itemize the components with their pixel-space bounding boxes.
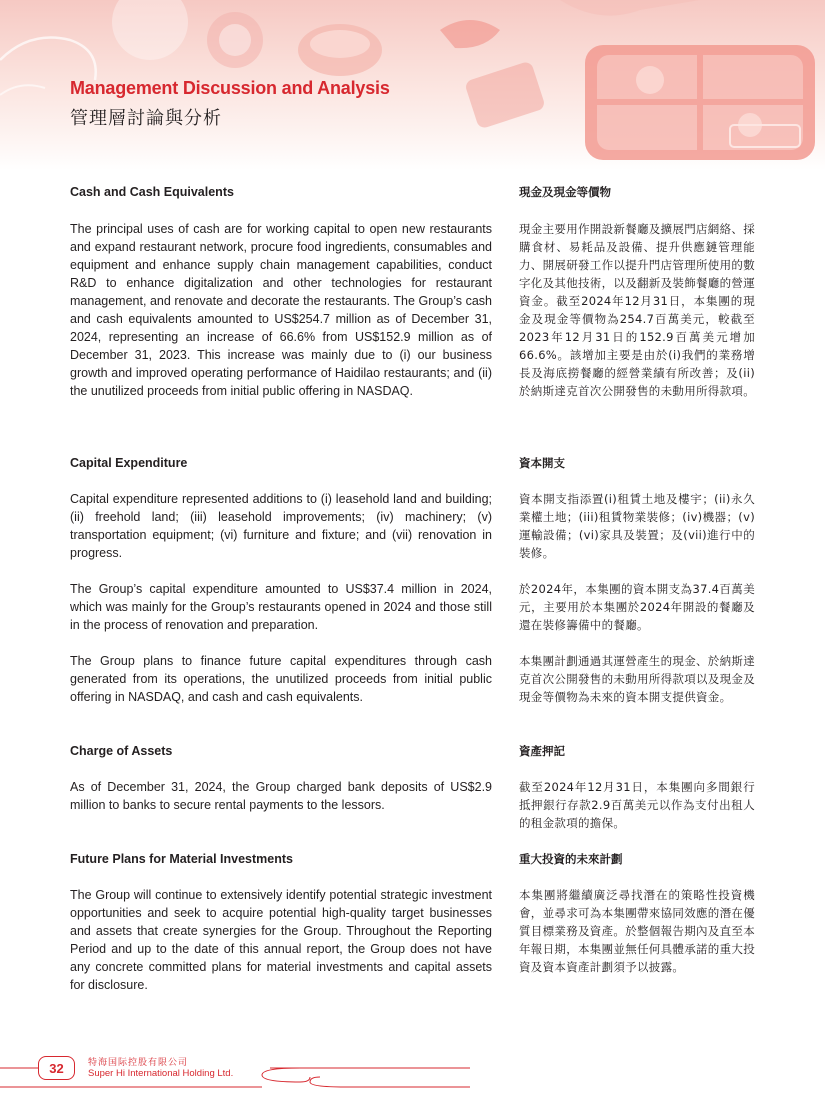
paragraph-charge-zh: 截至2024年12月31日，本集團向多間銀行抵押銀行存款2.9百萬美元以作為支付出租人的租金款項的擔保。 — [519, 780, 755, 830]
paragraph-future-zh: 本集團將繼續廣泛尋找潛在的策略性投資機會，並尋求可為本集團帶來協同效應的潛在優質目標業務及資產。於整個報告期內及直至本年報日期，本集團並無任何具體承諾的重大投資及資本資產計劃須予以披露。 — [519, 888, 755, 974]
paragraph-capex-3-zh: 本集團計劃通過其運營產生的現金、於納斯達克首次公開發售的未動用所得款項以及現金及現金等價物為未來的資本開支提供資金。 — [519, 654, 755, 704]
heading-cash-zh: 現金及現金等價物 — [519, 185, 611, 199]
page-number: 32 — [38, 1056, 75, 1080]
page-title-zh: 管理層討論與分析 — [70, 108, 222, 129]
company-name-zh: 特海国际控股有限公司 — [88, 1058, 189, 1068]
paragraph-cash-zh: 現金主要用作開設新餐廳及擴展門店網絡、採購食材、易耗品及設備、提升供應鏈管理能力、開展研發工作以提升門店管理所使用的數字化及其他技術，以及翻新及裝飾餐廳的營運資金。截至2024年12月31日，本集團的現金及現金等價物為254.7百萬美元，較截至2023年12月31日的152.9百萬美元增加66.6%。該增加主要是由於(i)我們的業務增長及海底撈餐廳的經營業績有所改善；及(ii)於納斯達克首次公開發售的未動用所得款項。 — [519, 222, 755, 398]
heading-future-zh: 重大投資的未來計劃 — [519, 852, 623, 866]
paragraph-capex-1-en: Capital expenditure represented additions to (i) leasehold land and building; (ii) freehold land; (iii) leasehold improvements; (iv) machinery; (v) transportation equipment; (vi) furniture and fixture; and (vii) renovation in progress. — [70, 492, 492, 560]
paragraph-future-en: The Group will continue to extensively identify potential strategic investment opportunities and seek to acquire potential high-quality target businesses and assets that create synergies for the Group. Throughout the Reporting Period and up to the date of this annual report, the Group does not have any concrete committed plans for material investments and capital assets for disclosure. — [70, 888, 492, 992]
heading-future-en: Future Plans for Material Investments — [70, 852, 293, 866]
company-name-en: Super Hi International Holding Ltd. — [88, 1068, 234, 1079]
paragraph-capex-3-en: The Group plans to finance future capital expenditures through cash generated from its operations, the unutilized proceeds from initial public offering in NASDAQ, and cash and cash equivalents. — [70, 654, 492, 704]
paragraph-capex-2-en: The Group’s capital expenditure amounted to US$37.4 million in 2024, which was mainly for the Group’s restaurants opened in 2024 and those still in the process of renovation and preparation. — [70, 582, 492, 632]
heading-charge-en: Charge of Assets — [70, 744, 173, 758]
paragraph-cash-en: The principal uses of cash are for working capital to open new restaurants and expand restaurant network, procure food ingredients, consumables and equipment and enhance supply chain management capabilities, conduct R&D to enhance digitalization and other technologies for restaurant management, and renovate and decorate the restaurants. The Group’s cash and cash equivalents amounted to US$254.7 million as of December 31, 2024, representing an increase of 66.6% from US$152.9 million as of December 31, 2023. This increase was mainly due to (i) our business growth and improved operating performance of Haidilao restaurants; and (ii) the unutilized proceeds from initial public offering in NASDAQ. — [70, 222, 492, 398]
heading-charge-zh: 資產押記 — [519, 744, 565, 758]
paragraph-capex-2-zh: 於2024年，本集團的資本開支為37.4百萬美元，主要用於本集團於2024年開設的餐廳及還在裝修籌備中的餐廳。 — [519, 582, 755, 632]
heading-capex-zh: 資本開支 — [519, 456, 565, 470]
paragraph-capex-1-zh: 資本開支指添置(i)租賃土地及樓宇；(ii)永久業權土地；(iii)租賃物業裝修；(iv)機器；(v)運輸設備；(vi)家具及裝置；及(vii)進行中的裝修。 — [519, 492, 755, 560]
page-title-en: Management Discussion and Analysis — [70, 78, 390, 98]
heading-capex-en: Capital Expenditure — [70, 456, 188, 470]
heading-cash-en: Cash and Cash Equivalents — [70, 185, 234, 199]
paragraph-charge-en: As of December 31, 2024, the Group charged bank deposits of US$2.9 million to banks to secure rental payments to the lessors. — [70, 780, 492, 812]
